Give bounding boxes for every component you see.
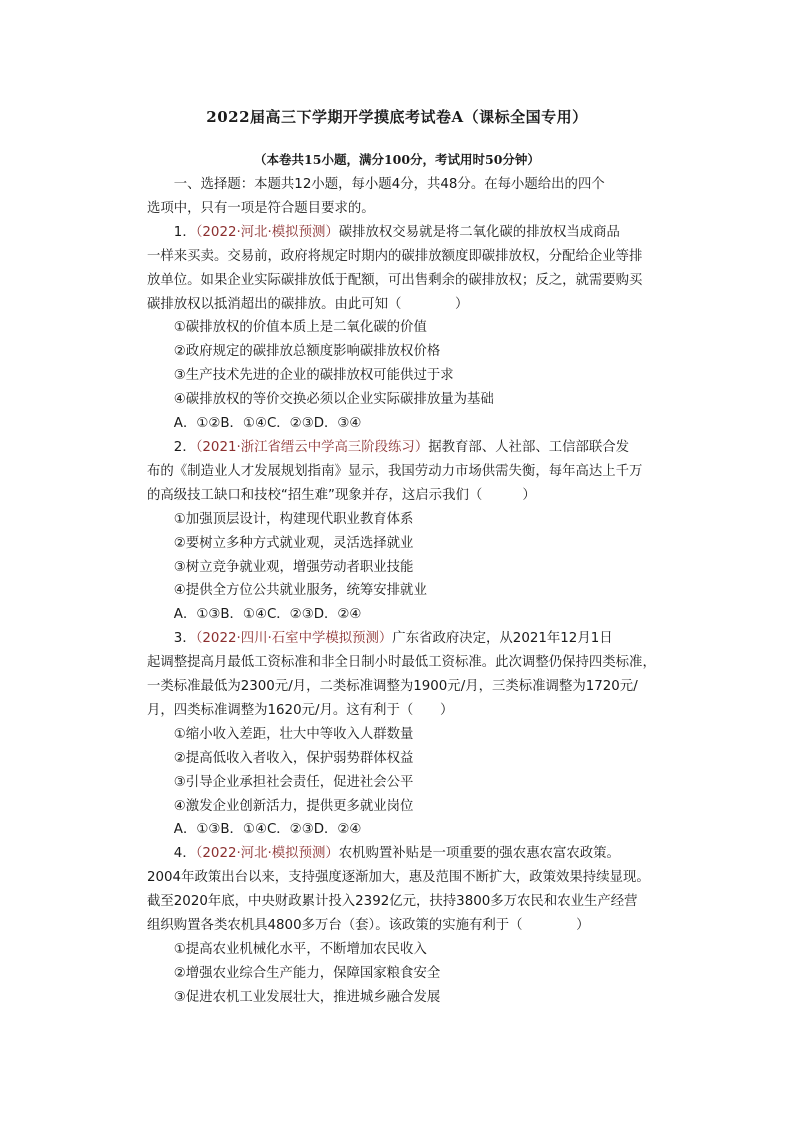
question-source: （2021·浙江省缙云中学高三阶段练习） (195, 439, 429, 455)
question-number: 3． (173, 631, 196, 647)
question-text-line: 月，四类标准调整为1620元/月。这有利于（ ） (147, 702, 454, 718)
question-text: 碳排放权交易就是将二氧化碳的排放权当成商品 (338, 224, 620, 240)
question-text: 据教育部、人社部、工信部联合发 (428, 439, 630, 455)
statement-option: ④碳排放权的等价交换必须以企业实际碳排放量为基础 (173, 392, 494, 408)
question-text-line: 一类标准最低为2300元/月，二类标准调整为1900元/月，三类标准调整为1720元/ (147, 679, 638, 695)
question-number: 1． (173, 224, 196, 240)
question-2-stem (147, 436, 657, 460)
statement-option: ③促进农机工业发展壮大，推进城乡融合发展 (173, 989, 441, 1005)
question-source: （2022·河北·模拟预测） (195, 846, 339, 862)
section-instruction-line: 一、选择题：本题共12小题，每小题4分，共48分。在每小题给出的四个 (173, 177, 605, 192)
statement-option: ①加强顶层设计，构建现代职业教育体系 (173, 511, 414, 527)
answer-choices: A．①②B．①④C．②③D．③④ (173, 416, 362, 432)
section-instruction-line: 选项中，只有一项是符合题目要求的。 (147, 200, 375, 216)
statement-option: ③生产技术先进的企业的碳排放权可能供过于求 (173, 368, 454, 384)
question-number: 2． (173, 439, 196, 455)
question-text: 广东省政府决定，从2021年12月1日 (392, 631, 613, 647)
statement-option: ②提高低收入者收入，保护弱势群体权益 (173, 750, 414, 766)
question-text-line: 组织购置各类农机具4800多万台（套）。该政策的实施有利于（ ） (147, 918, 590, 934)
question-text-line: 布的《制造业人才发展规划指南》显示，我国劳动力市场供需失衡，每年高达上千万 (147, 463, 643, 479)
exam-body (147, 173, 657, 1010)
question-text: 农机购置补贴是一项重要的强农惠农富农政策。 (338, 846, 620, 862)
statement-option: ③引导企业承担社会责任，促进社会公平 (173, 774, 414, 790)
answer-choices: A．①③B．①④C．②③D．②④ (173, 822, 362, 838)
statement-option: ②增强农业综合生产能力，保障国家粮食安全 (173, 965, 441, 981)
question-text-line: 的高级技工缺口和技校“招生难”现象并存，这启示我们（ ） (147, 487, 536, 503)
question-number: 4． (173, 846, 196, 862)
question-text-line: 碳排放权以抵消超出的碳排放。由此可知（ ） (147, 296, 469, 312)
statement-option: ①缩小收入差距，壮大中等收入人群数量 (173, 726, 414, 742)
statement-option: ③树立竞争就业观，增强劳动者职业技能 (173, 559, 414, 575)
question-4-stem (147, 842, 657, 866)
question-text-line: 一样来买卖。交易前，政府将规定时期内的碳排放额度即碳排放权，分配给企业等排 (147, 248, 643, 264)
statement-option: ②要树立多种方式就业观，灵活选择就业 (173, 535, 414, 551)
answer-choices: A．①③B．①④C．②③D．②④ (173, 607, 362, 623)
exam-title: 2022届高三下学期开学摸底考试卷A（课标全国专用） (206, 108, 588, 126)
question-source: （2022·四川·石室中学模拟预测） (195, 631, 393, 647)
question-1-stem (147, 221, 657, 245)
exam-subtitle: （本卷共15小题，满分100分，考试用时50分钟） (254, 152, 540, 167)
question-text-line: 起调整提高月最低工资标准和非全日制小时最低工资标准。此次调整仍保持四类标准， (147, 655, 656, 671)
statement-option: ①碳排放权的价值本质上是二氧化碳的价值 (173, 320, 427, 336)
statement-option: ④提供全方位公共就业服务，统筹安排就业 (173, 583, 427, 599)
question-text-line: 截至2020年底，中央财政累计投入2392亿元，扶持3800多万农民和农业生产经营 (147, 894, 638, 910)
question-text-line: 2004年政策出台以来，支持强度逐渐加大，惠及范围不断扩大，政策效果持续显现。 (147, 870, 650, 886)
question-3-stem (147, 627, 657, 651)
statement-option: ④激发企业创新活力，提供更多就业岗位 (173, 798, 414, 814)
statement-option: ②政府规定的碳排放总额度影响碳排放权价格 (173, 344, 441, 360)
question-source: （2022·河北·模拟预测） (195, 224, 339, 240)
statement-option: ①提高农业机械化水平，不断增加农民收入 (173, 942, 427, 957)
question-text-line: 放单位。如果企业实际碳排放低于配额，可出售剩余的碳排放权；反之，就需要购买 (147, 272, 643, 288)
